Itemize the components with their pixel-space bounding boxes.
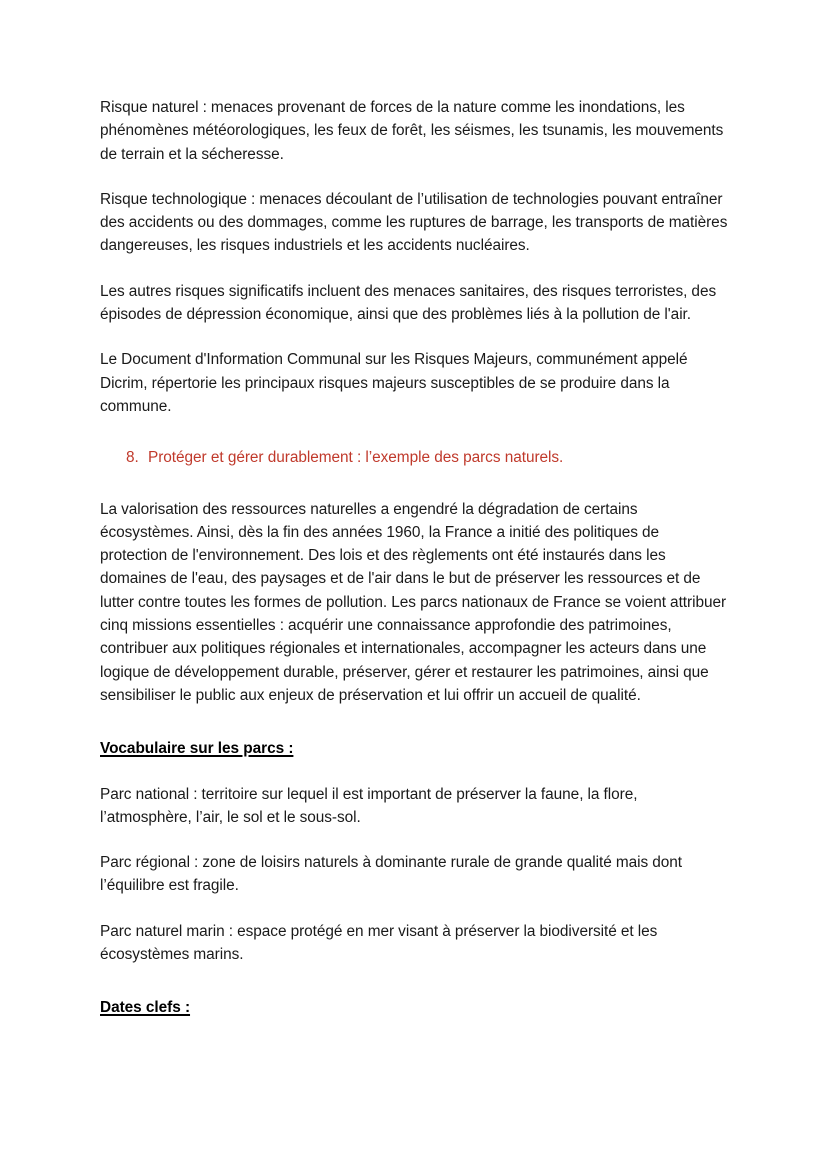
paragraph-autres-risques: Les autres risques significatifs incluent des menaces sanitaires, des risques terroristes, des épisodes de dépression économique, ainsi que des problèmes liés à la pollution de l'air. [100,282,717,324]
list-marker-number: 8. [126,449,139,467]
subheading-dates-clefs-text: Dates clefs : [100,999,191,1017]
section-heading-text: Protéger et gérer durablement : l’exemple des parcs naturels. [148,449,564,467]
subheading-vocabulaire [100,737,728,760]
document-content [100,96,728,1020]
subheading-vocabulaire-text: Vocabulaire sur les parcs : [100,740,294,758]
subheading-dates-clefs [100,996,728,1019]
spacer [100,988,728,996]
section-heading-item-8 [100,446,728,469]
paragraph-valorisation: La valorisation des ressources naturelles a engendré la dégradation de certains écosystèmes. Ainsi, dès la fin des années 1960, la France a initié des politiques de protection de l'environnement. Des lois et des règlements ont été instaurés dans les domaines de l'eau, des paysages et de l'air dans le but de préserver les ressources et de lutter contre toutes les formes de pollution. Les parcs nationaux de France se voient attribuer cinq missions essentielles : acquérir une connaissance approfondie des patrimoines, contribuer aux politiques régionales et internationales, accompagner les acteurs dans une logique de développement durable, préserver, gérer et restaurer les patrimoines, ainsi que sensibiliser le public aux enjeux de préservation et lui offrir un accueil de qualité. [100,500,727,704]
paragraph-dicrim: Le Document d'Information Communal sur les Risques Majeurs, communément appelé Dicrim, répertorie les principaux risques majeurs susceptibles de se produire dans la commune. [100,351,688,415]
spacer [100,729,728,737]
paragraph-parc-regional: Parc régional : zone de loisirs naturels à dominante rurale de grande qualité mais dont l’équilibre est fragile. [100,854,683,895]
paragraph-risque-naturel: Risque naturel : menaces provenant de forces de la nature comme les inondations, les phénomènes météorologiques, les feux de forêt, les séismes, les tsunamis, les mouvements de terrain et la sécheresse. [100,99,724,163]
paragraph-parc-national: Parc national : territoire sur lequel il est important de préserver la faune, la flore, l’atmosphère, l’air, le sol et le sous-sol. [100,785,638,826]
section-heading-list [100,446,728,469]
paragraph-parc-naturel-marin: Parc naturel marin : espace protégé en mer visant à préserver la biodiversité et les écosystèmes marins. [100,922,658,964]
paragraph-risque-technologique: Risque technologique : menaces découlant de l’utilisation de technologies pouvant entraîner des accidents ou des dommages, comme les ruptures de barrage, les transports de matières dangereuses, les risques industriels et les accidents nucléaires. [100,190,728,255]
